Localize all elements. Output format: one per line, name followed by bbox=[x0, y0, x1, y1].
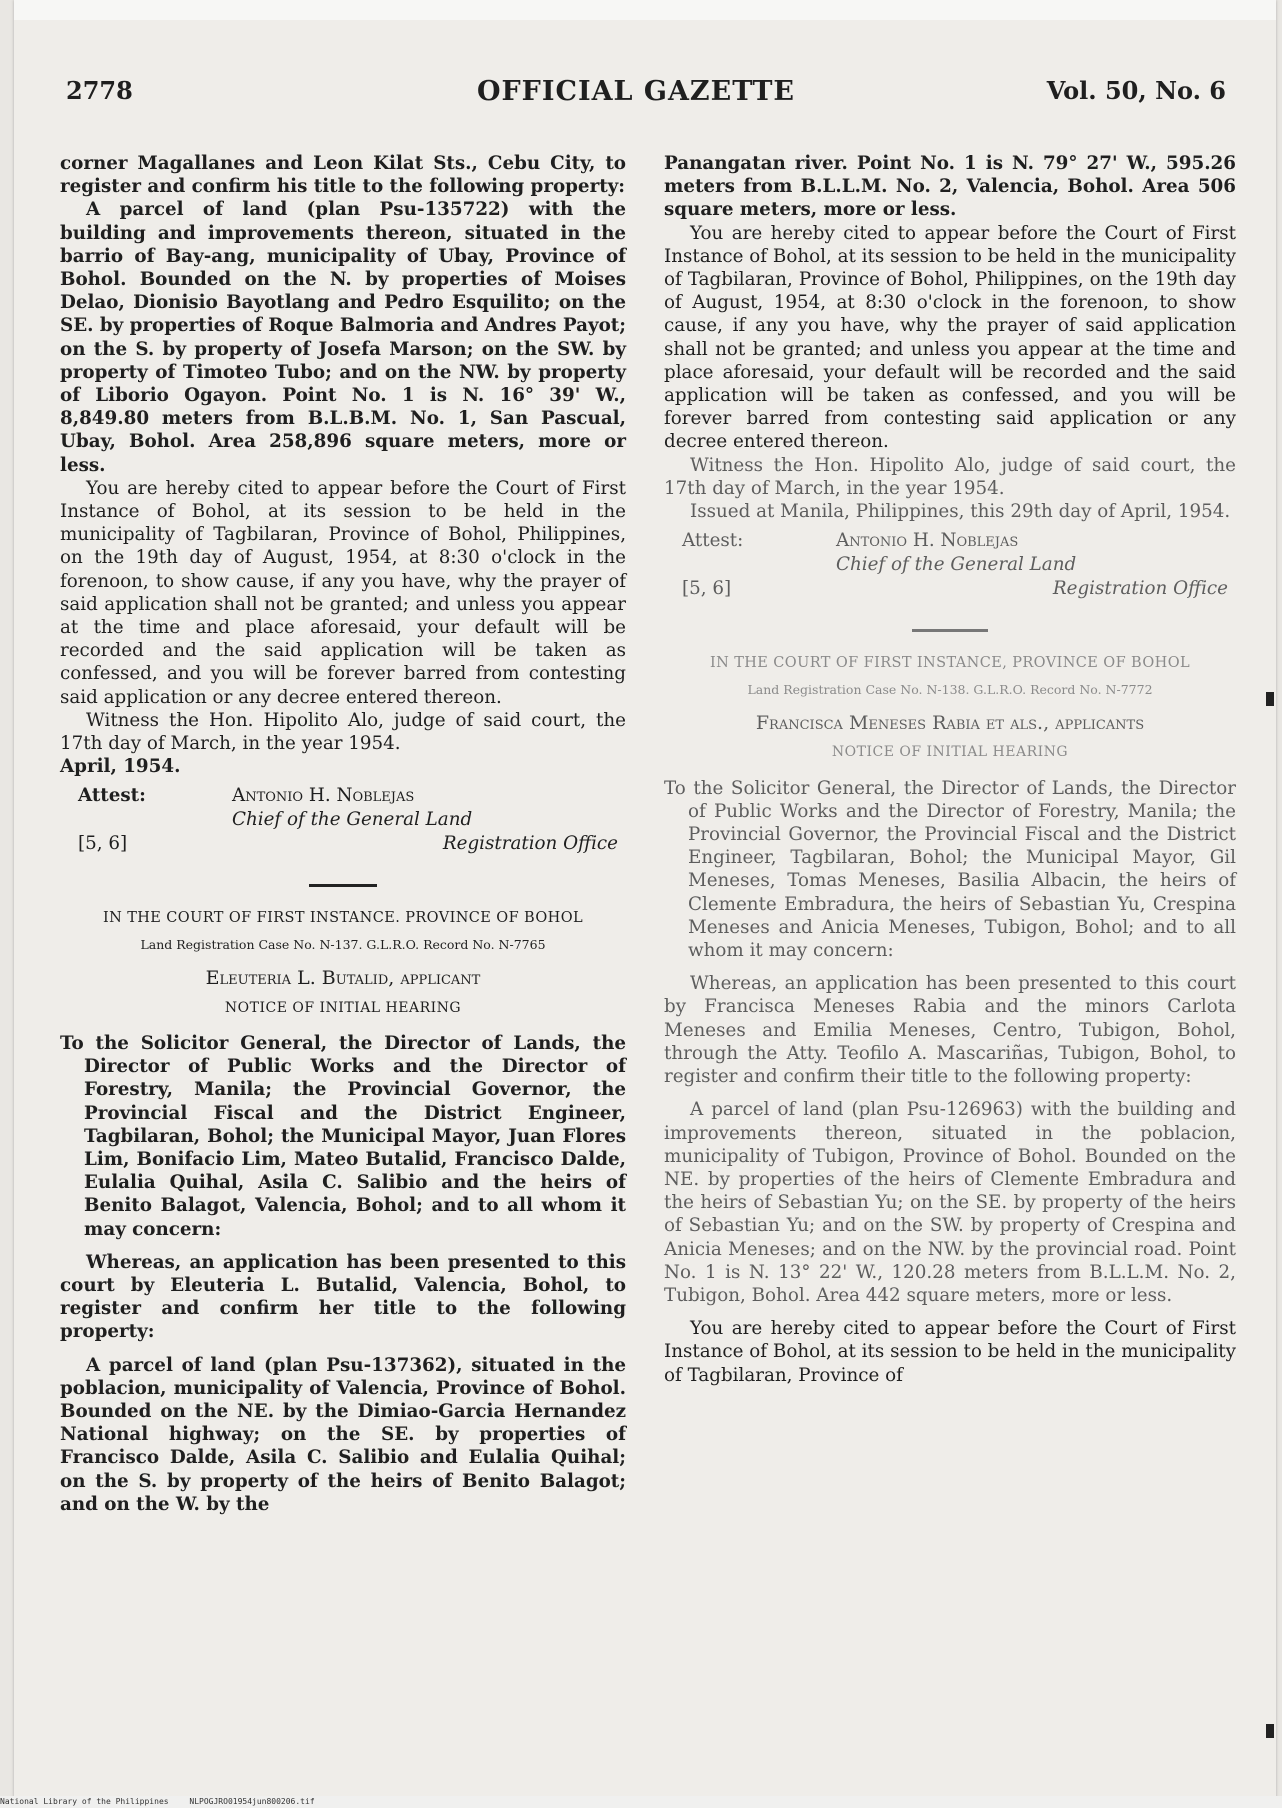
page-header bbox=[46, 76, 1226, 116]
issue-date: Issued at Manila, Philippines, this 29th day of April, 1954. bbox=[690, 501, 1231, 523]
whereas-paragraph: Whereas, an application has been presented to this court by Francisca Meneses Rabia and the minors Carlota Meneses and Emilia Meneses, Centro, Tubigon, Bohol, through the Atty. Teofilo A. Mascariñas, Tubigon, Bohol, to register and confirm their title to the following property: bbox=[664, 973, 1236, 1088]
attest-label: Attest: bbox=[78, 785, 146, 807]
volume-number: Vol. 50, No. 6 bbox=[1046, 76, 1226, 105]
citation-paragraph: You are hereby cited to appear before the Court of First Instance of Bohol, at its session to be held in the municipality of Tagbilaran, Province of bbox=[664, 1318, 1236, 1386]
court-heading: IN THE COURT OF FIRST INSTANCE. PROVINCE OF BOHOL bbox=[102, 910, 584, 927]
signatory-title-line1: Chief of the General Land bbox=[836, 554, 1077, 576]
parcel-description: A parcel of land (plan Psu-126963) with the building and improvements thereon, situated in the poblacion, municipality of Tubigon, Province of Bohol. Bounded on the NE. by properties of the heirs of Clemente Embradura and the heirs of Sebastian Yu; on the SE. by property of the heirs of Sebastian Yu; and on the SW. by property of Crespina and Anicia Meneses; and on the NW. by the provincial road. Point No. 1 is N. 13° 22' W., 120.28 meters from B.L.L.M. No. 2, Tubigon, Bohol. Area 442 square meters, more or less. bbox=[664, 1099, 1236, 1306]
signatory-title-line2: Registration Office bbox=[1052, 578, 1228, 600]
scan-top-edge bbox=[14, 0, 1276, 20]
scan-margin-mark bbox=[1266, 692, 1274, 706]
issue-date: April, 1954. bbox=[60, 756, 181, 778]
right-column bbox=[664, 152, 1236, 1387]
addressees-paragraph: To the Solicitor General, the Director of Lands, the Director of Public Works and the Director of Forestry, Manila; the Provincial Governor, the Provincial Fiscal and the District Engineer, Tagbilaran, Bohol; the Municipal Mayor, Gil Meneses, Tomas Meneses, Basilia Albacin, the heirs of Clemente Embradura, the heirs of Sebastian Yu, Crespina Meneses and Anicia Meneses, Tubigon, Bohol; and to all whom it may concern: bbox=[664, 777, 1236, 962]
citation-paragraph: You are hereby cited to appear before the Court of First Instance of Bohol, at its session to be held in the municipality of Tagbilaran, Province of Bohol, Philippines, on the 19th day of August, 1954, at 8:30 o'clock in the forenoon, to show cause, if any you have, why the prayer of said application shall not be granted; and unless you appear at the time and place aforesaid, your default will be recorded and the said application will be taken as confessed, and you will be forever barred from contesting said application or any decree entered thereon. bbox=[664, 222, 1236, 453]
court-heading: IN THE COURT OF FIRST INSTANCE, PROVINCE OF BOHOL bbox=[709, 655, 1191, 672]
source-filename: NLPOGJRO01954jun800206.tif bbox=[189, 1797, 315, 1806]
notice-title: NOTICE OF INITIAL HEARING bbox=[224, 999, 462, 1016]
addressees-paragraph: To the Solicitor General, the Director of Lands, the Director of Public Works and the Director of Forestry, Manila; the Provincial Governor, the Provincial Fiscal and the District Engineer, Tagbilaran, Bohol; the Municipal Mayor, Juan Flores Lim, Bonifacio Lim, Mateo Butalid, Francisco Dalde, Eulalia Quihal, Asila C. Salibio and the heirs of Benito Balagot, Valencia, Bohol; and to all whom it may concern: bbox=[60, 1032, 626, 1240]
whereas-paragraph: Whereas, an application has been presented to this court by Eleuteria L. Butalid, Valencia, Bohol, to register and confirm her title to the following property: bbox=[60, 1251, 626, 1343]
case-number: Land Registration Case No. N-137. G.L.R.O. Record No. N-7765 bbox=[140, 937, 546, 953]
attestation-block bbox=[664, 529, 1236, 603]
notice-title: NOTICE OF INITIAL HEARING bbox=[831, 744, 1069, 761]
attest-label: Attest: bbox=[682, 530, 744, 552]
section-divider bbox=[309, 884, 377, 887]
section-divider bbox=[912, 629, 988, 632]
signatory-title-line2: Registration Office bbox=[442, 833, 618, 855]
page bbox=[14, 0, 1276, 1808]
witness-paragraph: Witness the Hon. Hipolito Alo, judge of said court, the 17th day of March, in the year 1954. bbox=[60, 709, 626, 755]
citation-paragraph: You are hereby cited to appear before the Court of First Instance of Bohol, at its session to be held in the municipality of Tagbilaran, Province of Bohol, Philippines, on the 19th day of August, 1954, at 8:30 o'clock in the forenoon, to show cause, if any you have, why the prayer of said application shall not be granted; and unless you appear at the time and place aforesaid, your default will be recorded and the said application will be taken as confessed, and you will be forever barred from contesting said application or any decree entered thereon. bbox=[60, 477, 626, 708]
attestation-block bbox=[60, 784, 626, 858]
parcel-description: A parcel of land (plan Psu-137362), situated in the poblacion, municipality of Valencia, Province of Bohol. Bounded on the NE. by the Dimiao-Garcia Hernandez National highway; on the SE. by properties of Francisco Dalde, Asila C. Salibio and Eulalia Quihal; on the S. by property of the heirs of Benito Balagot; and on the W. by the bbox=[60, 1354, 626, 1515]
left-column bbox=[60, 152, 626, 1516]
notice-intro: corner Magallanes and Leon Kilat Sts., Cebu City, to register and confirm his title to the following property: bbox=[60, 153, 626, 198]
signatory-title-line1: Chief of the General Land bbox=[232, 809, 473, 831]
scan-footer bbox=[0, 1796, 1282, 1808]
publication-title: OFFICIAL GAZETTE bbox=[476, 76, 796, 107]
library-credit: National Library of the Philippines bbox=[0, 1797, 169, 1806]
parcel-continuation: Panangatan river. Point No. 1 is N. 79° 27' W., 595.26 meters from B.L.L.M. No. 2, Valencia, Bohol. Area 506 square meters, more or less. bbox=[664, 153, 1236, 221]
signatory-name: Antonio H. Noblejas bbox=[836, 530, 1019, 552]
parcel-description: A parcel of land (plan Psu-135722) with the building and improvements thereon, situated in the barrio of Bay-ang, municipality of Ubay, Province of Bohol. Bounded on the N. by properties of Moises Delao, Dionisio Bayotlang and Pedro Esquilito; on the SE. by properties of Roque Balmoria and Andres Payot; on the S. by property of Josefa Marson; on the SW. by property of Timoteo Tubo; and on the NW. by property of Liborio Ogayon. Point No. 1 is N. 16° 39' W., 8,849.80 meters from B.L.B.M. No. 1, San Pascual, Ubay, Bohol. Area 258,896 square meters, more or less. bbox=[60, 199, 626, 476]
issue-reference: [5, 6] bbox=[78, 833, 128, 855]
signatory-name: Antonio H. Noblejas bbox=[232, 785, 415, 807]
applicant-name: Eleuteria L. Butalid, applicant bbox=[205, 967, 481, 990]
applicant-name: Francisca Meneses Rabia et als., applicants bbox=[755, 712, 1145, 735]
scan-margin-mark bbox=[1266, 1724, 1274, 1738]
issue-reference: [5, 6] bbox=[682, 578, 732, 600]
page-number: 2778 bbox=[66, 76, 133, 105]
case-number: Land Registration Case No. N-138. G.L.R.O. Record No. N-7772 bbox=[747, 682, 1153, 698]
witness-paragraph: Witness the Hon. Hipolito Alo, judge of said court, the 17th day of March, in the year 1954. bbox=[664, 454, 1236, 499]
